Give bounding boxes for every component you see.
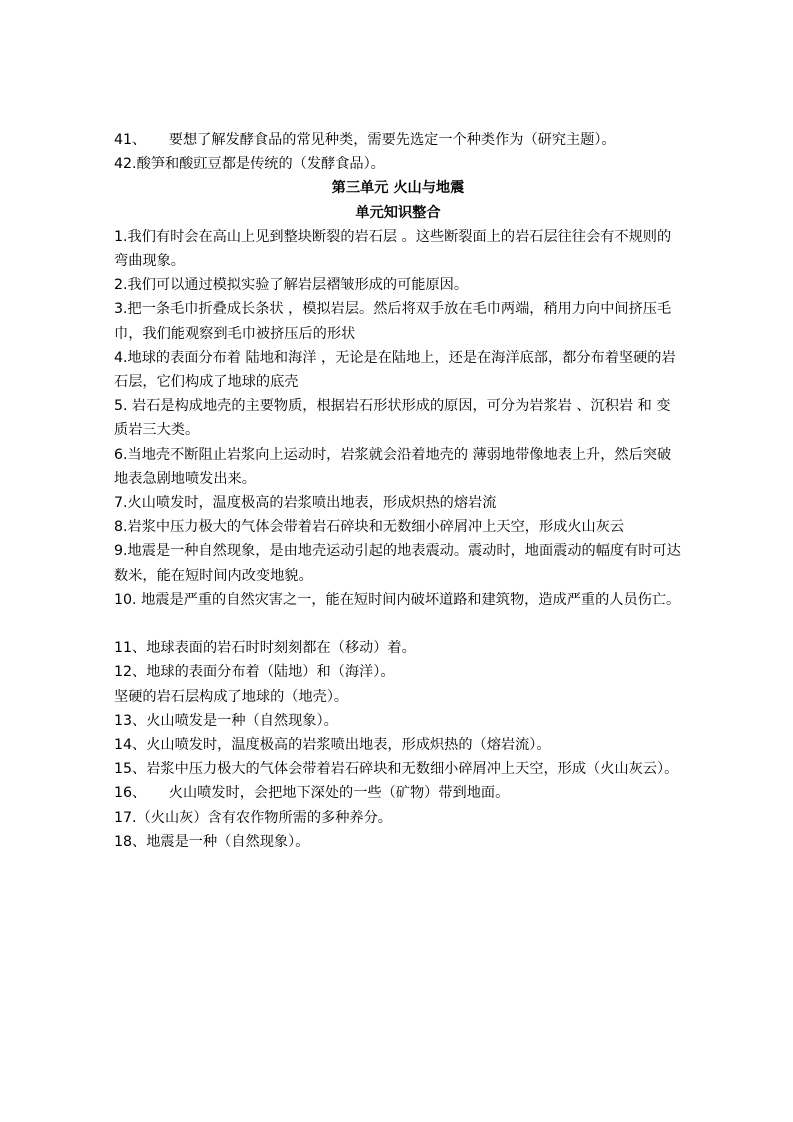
question-41: 41、 要想了解发酵食品的常见种类，需要先选定一个种类作为（研究主题）。 <box>114 132 616 148</box>
blank-line <box>114 612 682 636</box>
fact-7: 7.火山喷发时，温度极高的岩浆喷出地表，形成炽热的熔岩流 <box>114 495 497 512</box>
fact-3: 3.把一条毛巾折叠成长条状 ，模拟岩层。然后将双手放在毛巾两端，稍用力向中间挤压毛巾，我们能观察到毛巾被挤压后的形状 <box>114 301 672 342</box>
fact-5: 5. 岩石是构成地壳的主要物质，根据岩石形状形成的原因，可分为岩浆岩 、沉积岩 和 变质岩三大类。 <box>114 398 671 439</box>
question-16: 16、 火山喷发时，会把地下深处的一些（矿物）带到地面。 <box>114 785 510 802</box>
question-42: 42.酸笋和酸豇豆都是传统的（发酵食品）。 <box>114 156 385 173</box>
question-14: 14、火山喷发时，温度极高的岩浆喷出地表，形成炽热的（熔岩流）。 <box>114 737 551 754</box>
document-page <box>114 128 682 854</box>
fact-10: 10. 地震是严重的自然灾害之一，能在短时间内破坏道路和建筑物，造成严重的人员伤亡。 <box>114 591 681 608</box>
section-title: 单元知识整合 <box>355 204 441 221</box>
unit-title: 第三单元 火山与地震 <box>331 180 465 197</box>
question-17: 17.（火山灰）含有农作物所需的多种养分。 <box>114 809 392 826</box>
fact-9: 9.地震是一种自然现象，是由地壳运动引起的地表震动。震动时，地面震动的幅度有时可达数米，能在短时间内改变地貌。 <box>114 543 681 584</box>
fact-8: 8.岩浆中压力极大的气体会带着岩石碎块和无数细小碎屑冲上天空，形成火山灰云 <box>114 519 625 536</box>
fact-1: 1.我们有时会在高山上见到整块断裂的岩石层 。这些断裂面上的岩石层往往会有不规则的 弯曲现象。 <box>114 228 676 270</box>
question-12: 12、地球的表面分布着（陆地）和（海洋）。 <box>114 664 395 681</box>
question-13: 13、火山喷发是一种（自然现象）。 <box>114 712 338 729</box>
question-18: 18、地震是一种（自然现象）。 <box>114 833 310 850</box>
question-15: 15、岩浆中压力极大的气体会带着岩石碎块和无数细小碎屑冲上天空，形成（火山灰云）。 <box>114 761 679 778</box>
fact-6: 6.当地壳不断阻止岩浆向上运动时，岩浆就会沿着地壳的 薄弱地带像地表上升，然后突破地表急剧地喷发出来。 <box>114 446 672 487</box>
fact-4: 4.地球的表面分布着 陆地和海洋 ，无论是在陆地上，还是在海洋底部，都分布着坚硬的岩石层，它们构成了地球的底壳 <box>114 349 676 391</box>
question-12-continued: 坚硬的岩石层构成了地球的（地壳）。 <box>114 688 349 705</box>
question-11: 11、地球表面的岩石时时刻刻都在（移动）着。 <box>114 640 416 657</box>
fact-2: 2.我们可以通过模拟实验了解岩层褶皱形成的可能原因。 <box>114 277 469 294</box>
